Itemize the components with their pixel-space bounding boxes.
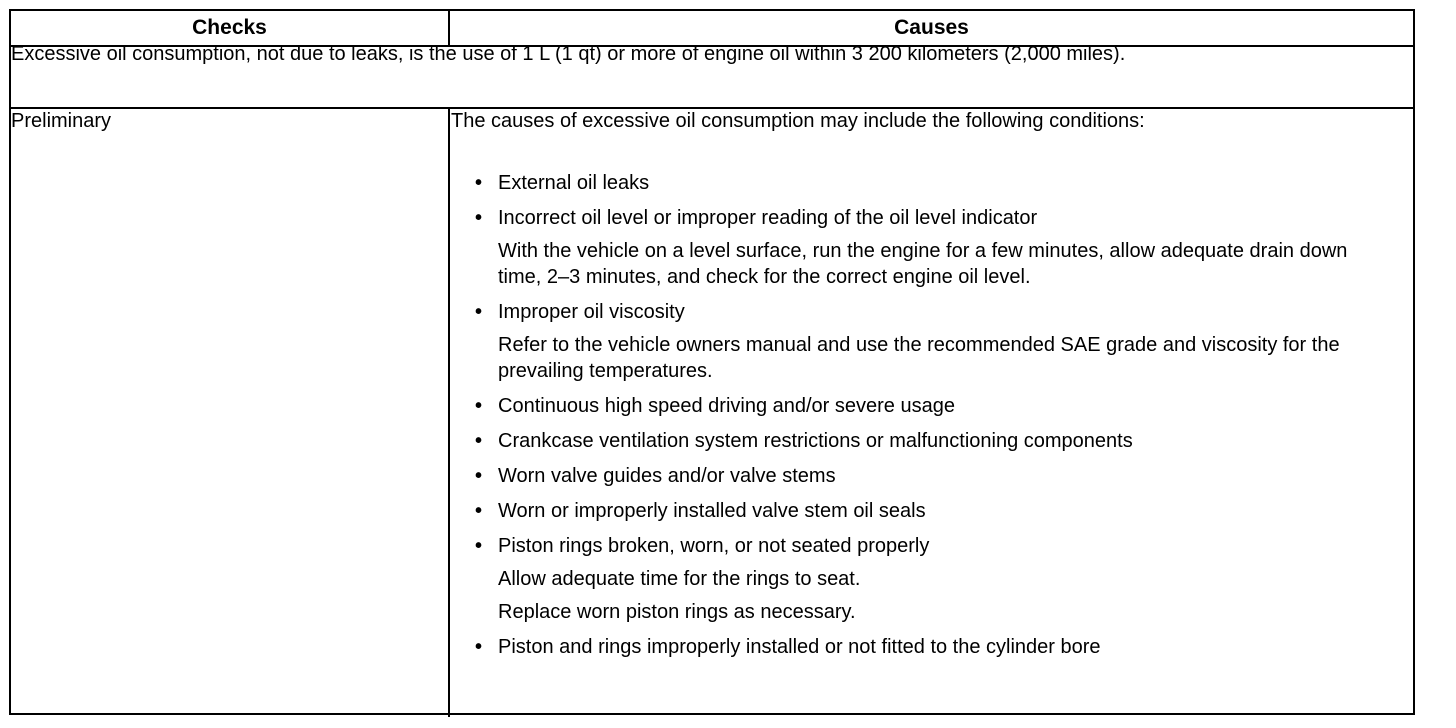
bullet-icon: •: [475, 535, 483, 557]
cause-text: Worn valve guides and/or valve stems: [498, 465, 836, 487]
cause-item: [451, 498, 1391, 524]
causes-lead: The causes of excessive oil consumption may include the following conditions:: [451, 110, 1145, 132]
bullet-icon: •: [475, 395, 483, 417]
column-divider: [448, 107, 450, 717]
check-preliminary: Preliminary: [11, 110, 112, 132]
cause-note: Refer to the vehicle owners manual and use the recommended SAE grade and viscosity for the prevailing temperatures.: [498, 334, 1340, 382]
bullet-icon: •: [475, 207, 483, 229]
cause-item: [451, 299, 1391, 325]
cause-note: Replace worn piston rings as necessary.: [498, 601, 856, 623]
cause-item: [451, 533, 1391, 559]
cause-text: Continuous high speed driving and/or severe usage: [498, 395, 955, 417]
cause-item: [451, 463, 1391, 489]
cause-item: [451, 170, 1391, 196]
cause-item: [451, 393, 1391, 419]
intro-text: Excessive oil consumption, not due to leaks, is the use of 1 L (1 qt) or more of engine oil within 3 200 kilometers (2,000 miles).: [11, 43, 1126, 65]
bullet-icon: •: [475, 172, 483, 194]
causes-cell: [451, 108, 1391, 669]
cause-item: [451, 634, 1391, 660]
cause-text: Piston rings broken, worn, or not seated properly: [498, 535, 930, 557]
causes-header: Causes: [894, 16, 969, 39]
cause-note: Allow adequate time for the rings to seat.: [498, 568, 861, 590]
bullet-icon: •: [475, 636, 483, 658]
cause-text: External oil leaks: [498, 172, 650, 194]
cause-item: [451, 428, 1391, 454]
causes-list: [451, 170, 1391, 660]
cause-text: Crankcase ventilation system restrictions or malfunctioning components: [498, 430, 1133, 452]
bullet-icon: •: [475, 430, 483, 452]
cause-note: With the vehicle on a level surface, run the engine for a few minutes, allow adequate drain down time, 2–3 minutes, and check for the correct engine oil level.: [498, 240, 1348, 288]
bullet-icon: •: [475, 500, 483, 522]
cause-text: Worn or improperly installed valve stem oil seals: [498, 500, 926, 522]
bullet-icon: •: [475, 465, 483, 487]
cause-item: [451, 205, 1391, 231]
header-divider: [448, 11, 450, 45]
checks-header: Checks: [192, 16, 267, 39]
cause-text: Piston and rings improperly installed or not fitted to the cylinder bore: [498, 636, 1101, 658]
cause-text: Incorrect oil level or improper reading of the oil level indicator: [498, 207, 1038, 229]
bullet-icon: •: [475, 301, 483, 323]
cause-text: Improper oil viscosity: [498, 301, 685, 323]
